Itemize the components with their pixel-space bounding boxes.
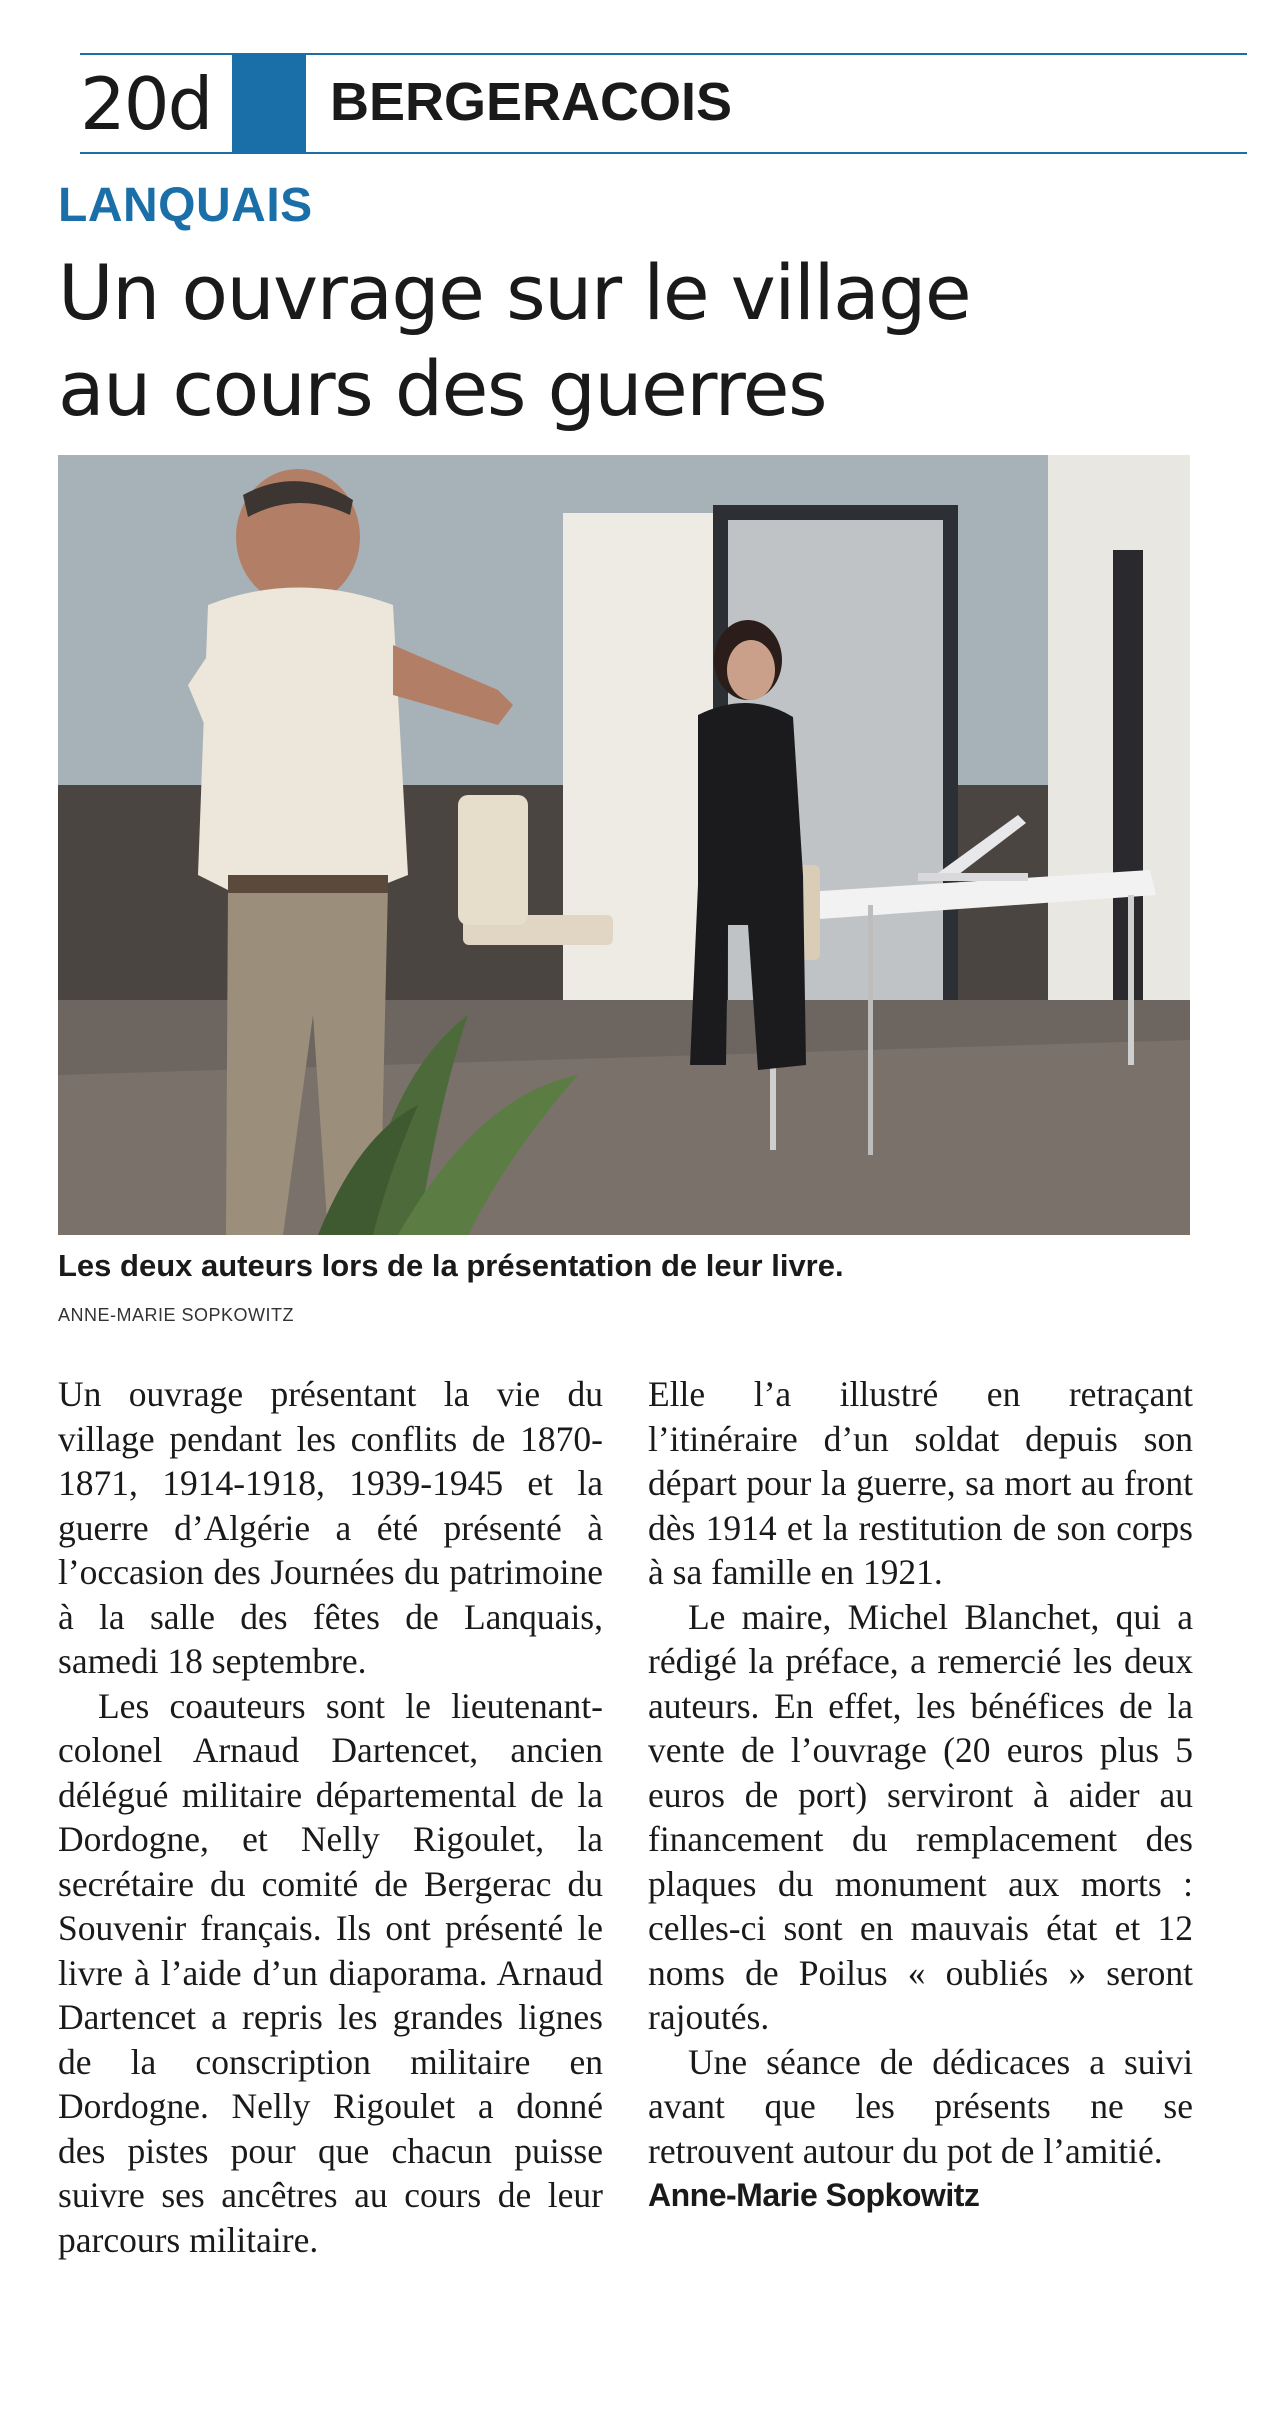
article-column-left xyxy=(58,1372,603,2262)
headline-line-1: Un ouvrage sur le village xyxy=(58,248,971,337)
section-name: BERGERACOIS xyxy=(330,72,733,132)
article-paragraph: Elle l’a illustré en retraçant l’itinéraire d’un soldat depuis son départ pour la guerre, sa mort au front dès 1914 et la restitution de son corps à sa famille en 1921. xyxy=(648,1374,1193,1592)
header-rule-bottom xyxy=(80,152,1247,154)
section-color-block xyxy=(232,55,306,152)
article-paragraph: Un ouvrage présentant la vie du village pendant les conflits de 1870-1871, 1914-1918, 1939-1945 et la guerre d’Algérie a été présenté à l’occasion des Journées du patrimoine à la salle des fêtes de Lanquais, samedi 18 septembre. xyxy=(58,1374,603,1681)
article-paragraph: Les coauteurs sont le lieutenant-colonel Arnaud Dartencet, ancien délégué militaire départemental de la Dordogne, et Nelly Rigoulet, la secrétaire du comité de Bergerac du Souvenir français. Ils ont présenté le livre à l’aide d’un diaporama. Arnaud Dartencet a repris les grandes lignes de la conscription militaire en Dordogne. Nelly Rigoulet a donné des pistes pour que chacun puisse suivre ses ancêtres au cours de leur parcours militaire. xyxy=(58,1685,603,2260)
article-column-right xyxy=(648,1372,1193,2217)
article-signature: Anne-Marie Sopkowitz xyxy=(648,2177,980,2213)
headline-line-2: au cours des guerres xyxy=(58,344,827,433)
article-headline xyxy=(58,245,1208,437)
article-paragraph: Une séance de dédicaces a suivi avant que les présents ne se retrouvent autour du pot de l’amitié. xyxy=(648,2041,1193,2171)
article-paragraph: Le maire, Michel Blanchet, qui a rédigé la préface, a remercié les deux auteurs. En effet, les bénéfices de la vente de l’ouvrage (20 euros plus 5 euros de port) serviront à aider au financement du remplacement des plaques du monument aux morts : celles-ci sont en mauvais état et 12 noms de Poilus « oubliés » seront rajoutés. xyxy=(648,1596,1193,2037)
photo-caption: Les deux auteurs lors de la présentation de leur livre. xyxy=(58,1248,844,1283)
page-number: 20d xyxy=(80,62,212,146)
photo-credit: ANNE-MARIE SOPKOWITZ xyxy=(58,1305,295,1325)
article-kicker: LANQUAIS xyxy=(58,179,313,232)
article-photo xyxy=(58,455,1190,1235)
